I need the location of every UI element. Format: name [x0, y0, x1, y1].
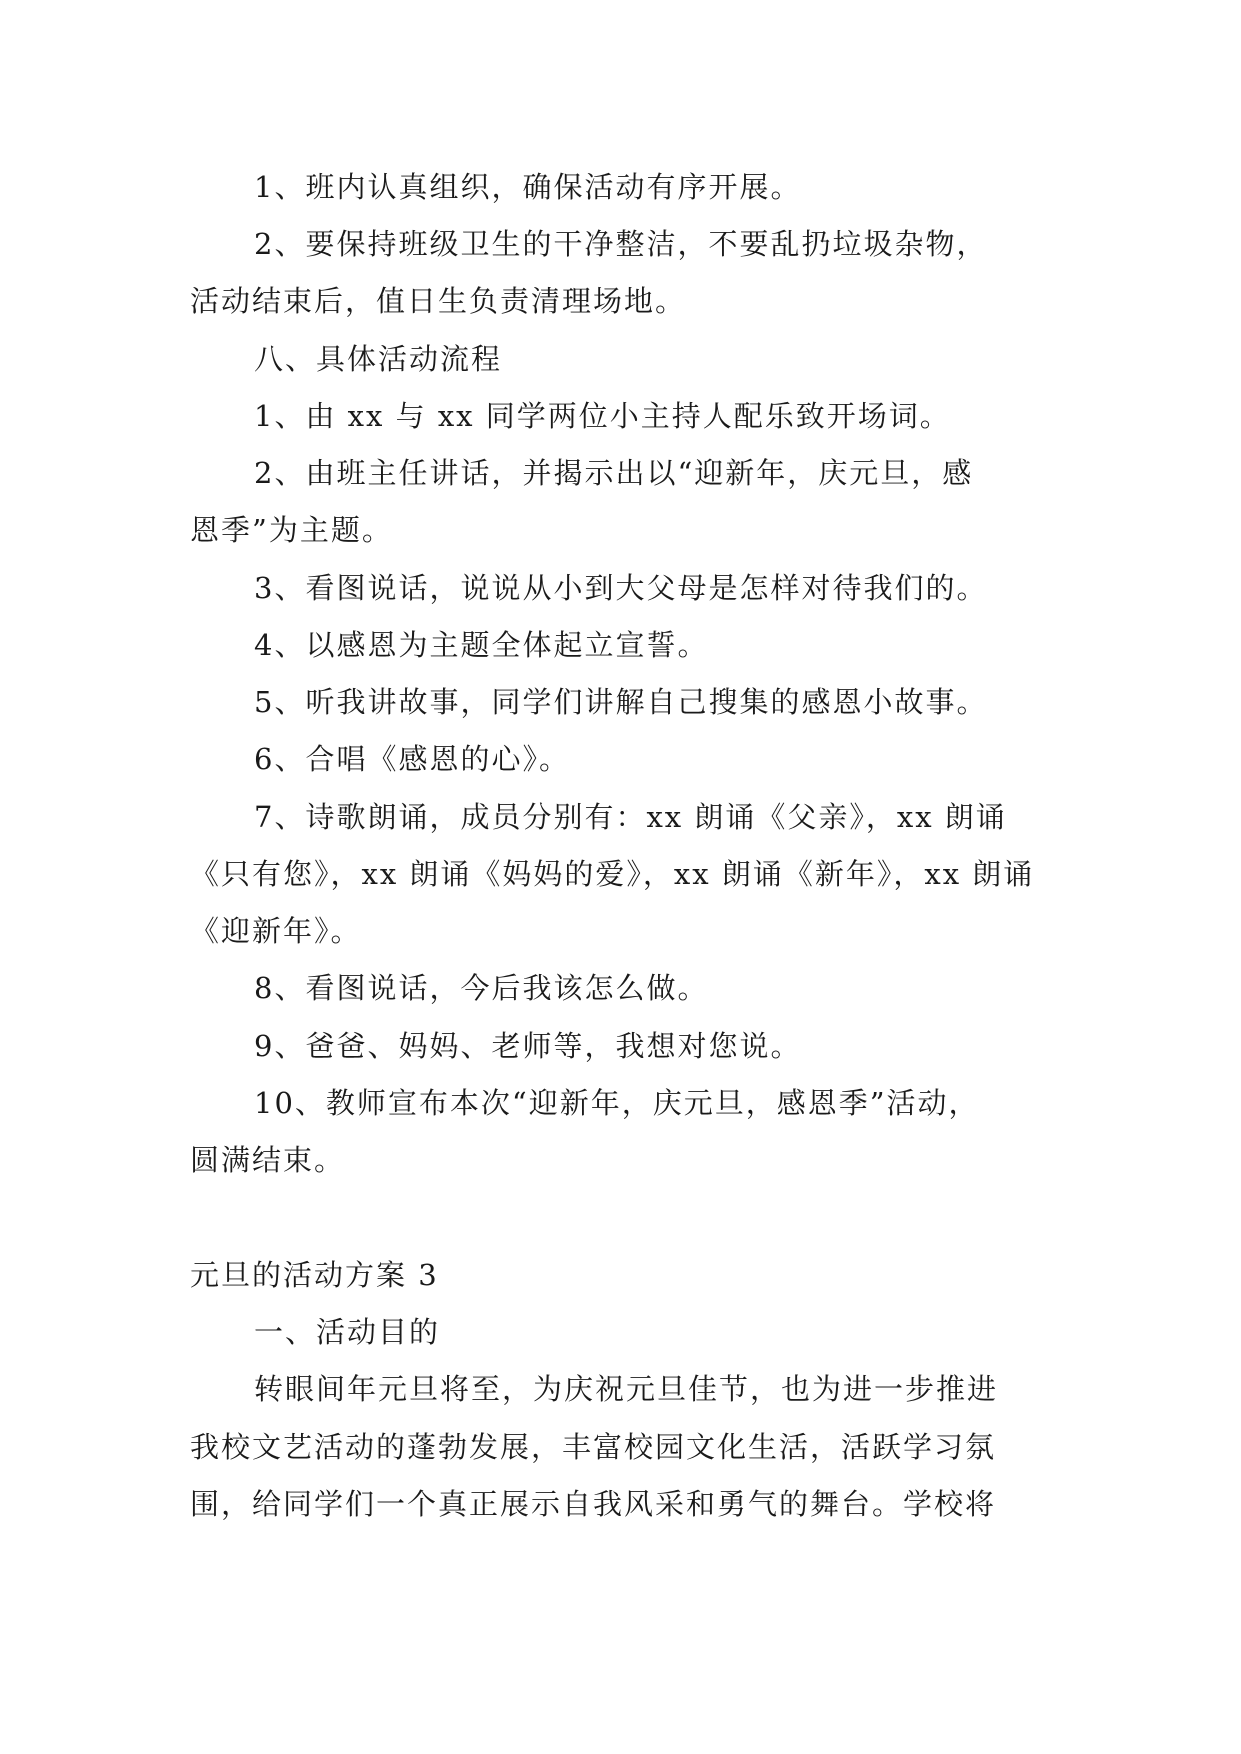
- text-line: 《只有您》，xx 朗诵《妈妈的爱》，xx 朗诵《新年》，xx 朗诵: [190, 857, 1035, 891]
- text-line: 围，给同学们一个真正展示自我风采和勇气的舞台。学校将: [190, 1487, 997, 1521]
- text-line: 1、班内认真组织，确保活动有序开展。: [254, 170, 802, 204]
- text-line: 10、教师宣布本次“迎新年，庆元旦，感恩季”活动，: [254, 1086, 980, 1120]
- text-line: 3、看图说话，说说从小到大父母是怎样对待我们的。: [254, 571, 988, 605]
- section-heading: 八、具体活动流程: [254, 342, 503, 376]
- text-line: 《迎新年》。: [190, 914, 362, 948]
- text-line: 活动结束后，值日生负责清理场地。: [190, 284, 687, 318]
- text-line: 2、由班主任讲话，并揭示出以“迎新年，庆元旦，感: [254, 456, 974, 490]
- text-line: 转眼间年元旦将至，为庆祝元旦佳节，也为进一步推进: [254, 1372, 999, 1406]
- section-heading: 一、活动目的: [254, 1315, 441, 1349]
- text-line: 6、合唱《感恩的心》。: [254, 742, 570, 776]
- document-title: 元旦的活动方案 3: [190, 1258, 439, 1292]
- text-line: 8、看图说话，今后我该怎么做。: [254, 971, 709, 1005]
- text-line: 我校文艺活动的蓬勃发展，丰富校园文化生活，活跃学习氛: [190, 1430, 997, 1464]
- text-line: 恩季”为主题。: [190, 513, 393, 547]
- text-line: 1、由 xx 与 xx 同学两位小主持人配乐致开场词。: [254, 399, 951, 433]
- text-line: 圆满结束。: [190, 1143, 346, 1177]
- text-line: 9、爸爸、妈妈、老师等，我想对您说。: [254, 1029, 802, 1063]
- text-line: 4、以感恩为主题全体起立宣誓。: [254, 628, 709, 662]
- text-line: 7、诗歌朗诵，成员分别有：xx 朗诵《父亲》，xx 朗诵: [254, 800, 1007, 834]
- text-line: 5、听我讲故事，同学们讲解自己搜集的感恩小故事。: [254, 685, 988, 719]
- text-line: 2、要保持班级卫生的干净整洁，不要乱扔垃圾杂物，: [254, 227, 988, 261]
